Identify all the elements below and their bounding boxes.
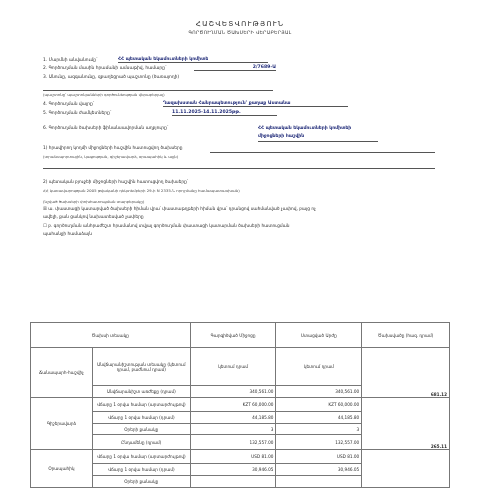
group-cell: Օրապահիկ [31, 450, 93, 488]
row-label: Վճարը 1 օրվա համար (դրամ) [92, 464, 190, 476]
field-3 [43, 75, 179, 80]
expenses-table [30, 322, 450, 488]
row-spent: 265.11 [362, 398, 450, 450]
row-planned: USD 81.00 [190, 450, 276, 464]
para-invited-costs: 1) հրավիրող կողմի միջոցների հաշվին հատուցվող ծախսերը [43, 146, 183, 151]
field-3-note: (պաշտոնը՝ պաշտոնյանների գործունեության վերաբերյալ) [43, 92, 165, 97]
field-4-num: 4. [43, 102, 48, 107]
row-label: Վճարը 1 օրվա համար (դրամ) [92, 412, 190, 424]
row-label: Վճարը 1 օրվա համար (արտարժույթով) [92, 398, 190, 412]
field-6-label: Գործուղման ծախսերի ֆինանսավորման աղբյուրը` [48, 126, 170, 131]
field-1 [43, 58, 98, 63]
para-budget-note: ՀՀ կառավարության 2005 թվականի դեկտեմբերի 29-ի N 2335-Ն որոշմանը համապատասխան) [43, 188, 240, 193]
header-received: Ստացված Արժը [276, 323, 362, 348]
group-cell: Ճանապարհ-հաշվիչ [31, 348, 93, 398]
row-label: Օրերի քանակը [92, 424, 190, 435]
field-2-value: 2/7689-Ա [194, 65, 276, 71]
field-4-label: Գործուղման վայրը` [48, 102, 95, 107]
field-5-value: 11.11.2025-14.11.2025թթ. [172, 110, 277, 116]
option-b-line1: ☐ բ. գործուղման անհրաժեշտ հրամանով տվյալ գործուղման փաստացի կատարման ծախսերի հատուցման [43, 224, 290, 229]
field-4 [43, 102, 95, 107]
table-row [31, 398, 450, 412]
header-planned: Գարգիծված Միջոցը [190, 323, 276, 348]
row-received: 44,185.80 [276, 412, 362, 424]
option-a-line2: ավելի, քան ցանկով նախատեսված չափերը [43, 215, 144, 220]
field-4-value: Ղազախստան Հանրապետություն՝ քաղաք Աստանա [163, 101, 348, 107]
row-planned: 132,557.00 [190, 435, 276, 450]
doc-title: ՀԱՇՎԵՏՎՈՒԹՅՈՒՆ [195, 20, 285, 28]
row-label: Ընդամենը (դրամ) [92, 435, 190, 450]
field-3-label: Անունը, ազգանունը, զբաղեցրած պաշտոնը (ծառայողի) [48, 75, 180, 80]
row-received: 3 [276, 424, 362, 435]
field-2 [43, 66, 167, 71]
row-received: 30,946.05 [276, 464, 362, 476]
header-expense-type: Ծախսի տեսակը [31, 323, 191, 348]
field-6-num: 6. [43, 126, 48, 131]
field-1-value: ՀՀ պետական եկամուտների կոմիտե [118, 57, 268, 63]
field-5-label: Գործուղման ժամկետները` [48, 111, 113, 116]
row-planned [190, 476, 276, 488]
row-received: 132,557.00 [276, 435, 362, 450]
field-2-num: 2. [43, 66, 48, 71]
field-6-value: ՀՀ պետական եկամուտների կոմիտեի միջոցների հաշվին [258, 125, 378, 142]
option-b-line2: պահանջի համաձայն [43, 232, 93, 237]
field-6 [43, 126, 169, 131]
row-spent: 681.12 [362, 348, 450, 398]
row-label: Վճարը 1 օրվա համար (արտարժույթով) [92, 450, 190, 464]
field-5-num: 5. [43, 111, 48, 116]
row-planned: 30,946.05 [190, 464, 276, 476]
row-received: USD 81.00 [276, 450, 362, 464]
field-2-label: Գործուղման մասին հրամանի ամսաթիվ, համարը` [48, 66, 168, 71]
para-invited-line [210, 152, 435, 153]
table-row [31, 450, 450, 464]
row-planned: կետում դրամ [190, 348, 276, 386]
row-planned: 340,561.00 [190, 386, 276, 398]
header-spent: Ծախսվածը (հազ. դրամ) [362, 323, 450, 348]
group-cell: Գիշերավարձ [31, 398, 93, 450]
row-received: KZT 60,000.00 [276, 398, 362, 412]
field-1-label: Մարմնի անվանումը` [48, 58, 99, 63]
row-received: կետում դրամ [276, 348, 362, 386]
row-planned: 3 [190, 424, 276, 435]
row-spent [362, 450, 450, 488]
field-5 [43, 111, 112, 116]
row-label: Անվճարանիշտության տեսակը (կետում դրամ, բաժնում դրամ) [92, 348, 190, 386]
field-1-num: 1. [43, 58, 48, 63]
table-row [31, 348, 450, 386]
field-3-num: 3. [43, 75, 48, 80]
row-received: 340,561.00 [276, 386, 362, 398]
para-budget-costs: 2) պետական բյուջեի միջոցների հաշվին հատուցվող ծախսերը` [43, 180, 189, 185]
row-label: Անվճարանիշտ առժեքը (դրամ) [92, 386, 190, 398]
row-planned: 44,185.80 [190, 412, 276, 424]
row-planned: KZT 60,000.00 [190, 398, 276, 412]
para-invited-note: (տրանսպորտային, կացության, գիշերավարձ, օրապահիկ և այլն) [43, 154, 179, 159]
doc-subtitle: ԳՈՐԾՈՒՂՄԱՆ ԾԱԽՍԵՐԻ ՎԵՐԱԲԵՐՅԱԼ [188, 31, 292, 36]
table-header-row [31, 323, 450, 348]
para-blank-line [43, 168, 435, 169]
row-received [276, 476, 362, 488]
field-3-line [43, 90, 273, 91]
para-option-note: (նշված ծախսերի փոխհատուցման տարբերակը) [43, 199, 145, 204]
option-a-line1: ☒ ա. փաստացի կատարված ծախսերի հիման վրա՝ փաստաթղթերի հիման վրա՝ դրանցով սահմանված չափով, բայց ոչ [43, 207, 316, 212]
row-label: Օրերի քանակը [92, 476, 190, 488]
